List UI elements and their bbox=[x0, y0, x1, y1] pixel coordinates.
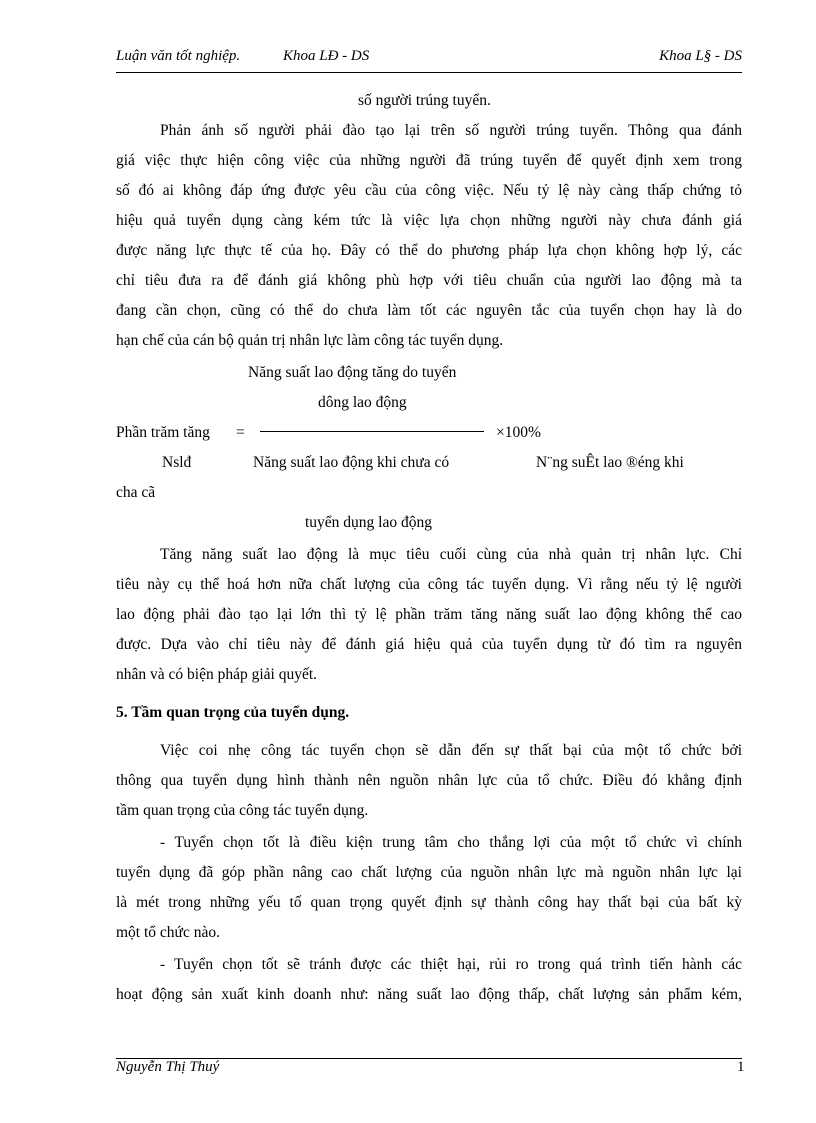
formula-equals: = bbox=[236, 424, 245, 441]
paragraph-line: số đó ai không đáp ứng được yêu cầu của công việc. Nếu tỷ lệ này càng thấp chứng tỏ bbox=[116, 182, 742, 199]
paragraph-line: được. Dựa vào chỉ tiêu này để đánh giá hiệu quả của tuyển dụng từ đó tìm ra nguyên bbox=[116, 636, 742, 653]
paragraph-line: tiêu này cụ thể hoá hơn nữa chất lượng của công tác tuyển dụng. Vì rằng nếu tỷ lệ người bbox=[116, 576, 742, 593]
header-rule bbox=[116, 72, 742, 73]
paragraph-line: nhân và có biện pháp giải quyết. bbox=[116, 666, 318, 683]
paragraph-line: - Tuyển chọn tốt sẽ tránh được các thiệt hại, rủi ro trong quá trình tiến hành các bbox=[160, 956, 742, 973]
paragraph-line: tầm quan trọng của công tác tuyển dụng. bbox=[116, 802, 369, 819]
paragraph-line: chỉ tiêu đưa ra để đánh giá không phù hợp với tiêu chuẩn của người lao động mà ta bbox=[116, 272, 742, 289]
paragraph-line: hạn chế của cán bộ quản trị nhân lực làm công tác tuyển dụng. bbox=[116, 332, 504, 349]
paragraph-line: lao động phải đào tạo lại lớn thì tỷ lệ phần trăm tăng năng suất lao động không thể cao bbox=[116, 606, 742, 623]
continuation-text: số người trúng tuyển. bbox=[358, 92, 491, 109]
paragraph-line: thông qua tuyển dụng hình thành nên nguồn nhân lực của tổ chức. Điều đó khẳng định bbox=[116, 772, 742, 789]
formula-multiplier: ×100% bbox=[496, 424, 541, 441]
formula-row-label: Nslđ bbox=[162, 454, 192, 471]
paragraph-line: Tăng năng suất lao động là mục tiêu cuối cùng của nhà quản trị nhân lực. Chỉ bbox=[160, 546, 742, 563]
paragraph-line: hoạt động sản xuất kinh doanh như: năng suất lao động thấp, chất lượng sản phẩm kém, bbox=[116, 986, 742, 1003]
formula-numerator-line-1: Năng suất lao động tăng do tuyển bbox=[248, 364, 457, 381]
formula-denominator: Năng suất lao động khi chưa có bbox=[253, 454, 450, 471]
formula-denominator-line-2: tuyển dụng lao động bbox=[305, 514, 432, 531]
paragraph-line: hiệu quả tuyển dụng càng kém tức là việc lựa chọn những người này chưa đánh giá bbox=[116, 212, 742, 229]
formula-garbled-right: N¨ng suÊt lao ®éng khi bbox=[536, 454, 684, 471]
footer-author: Nguyễn Thị Thuý bbox=[116, 1059, 220, 1075]
page-number: 1 bbox=[737, 1059, 745, 1075]
formula-lhs: Phần trăm tăng bbox=[116, 424, 210, 441]
header-right-title: Khoa L§ - DS bbox=[659, 48, 742, 64]
paragraph-line: giá việc thực hiện công việc của những người đã trúng tuyển để quyết định xem trong bbox=[116, 152, 742, 169]
fraction-bar bbox=[260, 431, 484, 432]
paragraph-line: Phản ánh số người phải đào tạo lại trên số người trúng tuyển. Thông qua đánh bbox=[160, 122, 742, 139]
paragraph-line: tuyển dụng đã góp phần nâng cao chất lượng của nguồn nhân lực mà nguồn nhân lực lại bbox=[116, 864, 742, 881]
paragraph-line: Việc coi nhẹ công tác tuyển chọn sẽ dẫn đến sự thất bại của một tổ chức bởi bbox=[160, 742, 742, 759]
paragraph-line: - Tuyển chọn tốt là điều kiện trung tâm cho thắng lợi của một tổ chức vì chính bbox=[160, 834, 742, 851]
formula-numerator-line-2: dông lao động bbox=[318, 394, 407, 411]
header-center-title: Khoa LĐ - DS bbox=[283, 48, 370, 64]
paragraph-line: đang cần chọn, cũng có thể do chưa làm tốt các nguyên tắc của tuyển chọn hay là do bbox=[116, 302, 742, 319]
paragraph-line: được năng lực thực tế của họ. Đây có thể do phương pháp lựa chọn không hợp lý, các bbox=[116, 242, 742, 259]
formula-garbled-left: cha cã bbox=[116, 484, 156, 501]
section-heading: 5. Tầm quan trọng của tuyển dụng. bbox=[116, 704, 350, 721]
paragraph-line: một tổ chức nào. bbox=[116, 924, 220, 941]
header-left-title: Luận văn tốt nghiệp. bbox=[116, 48, 241, 64]
paragraph-line: là mét trong những yếu tố quan trọng quyết định sự thành công hay thất bại của bất kỳ bbox=[116, 894, 742, 911]
